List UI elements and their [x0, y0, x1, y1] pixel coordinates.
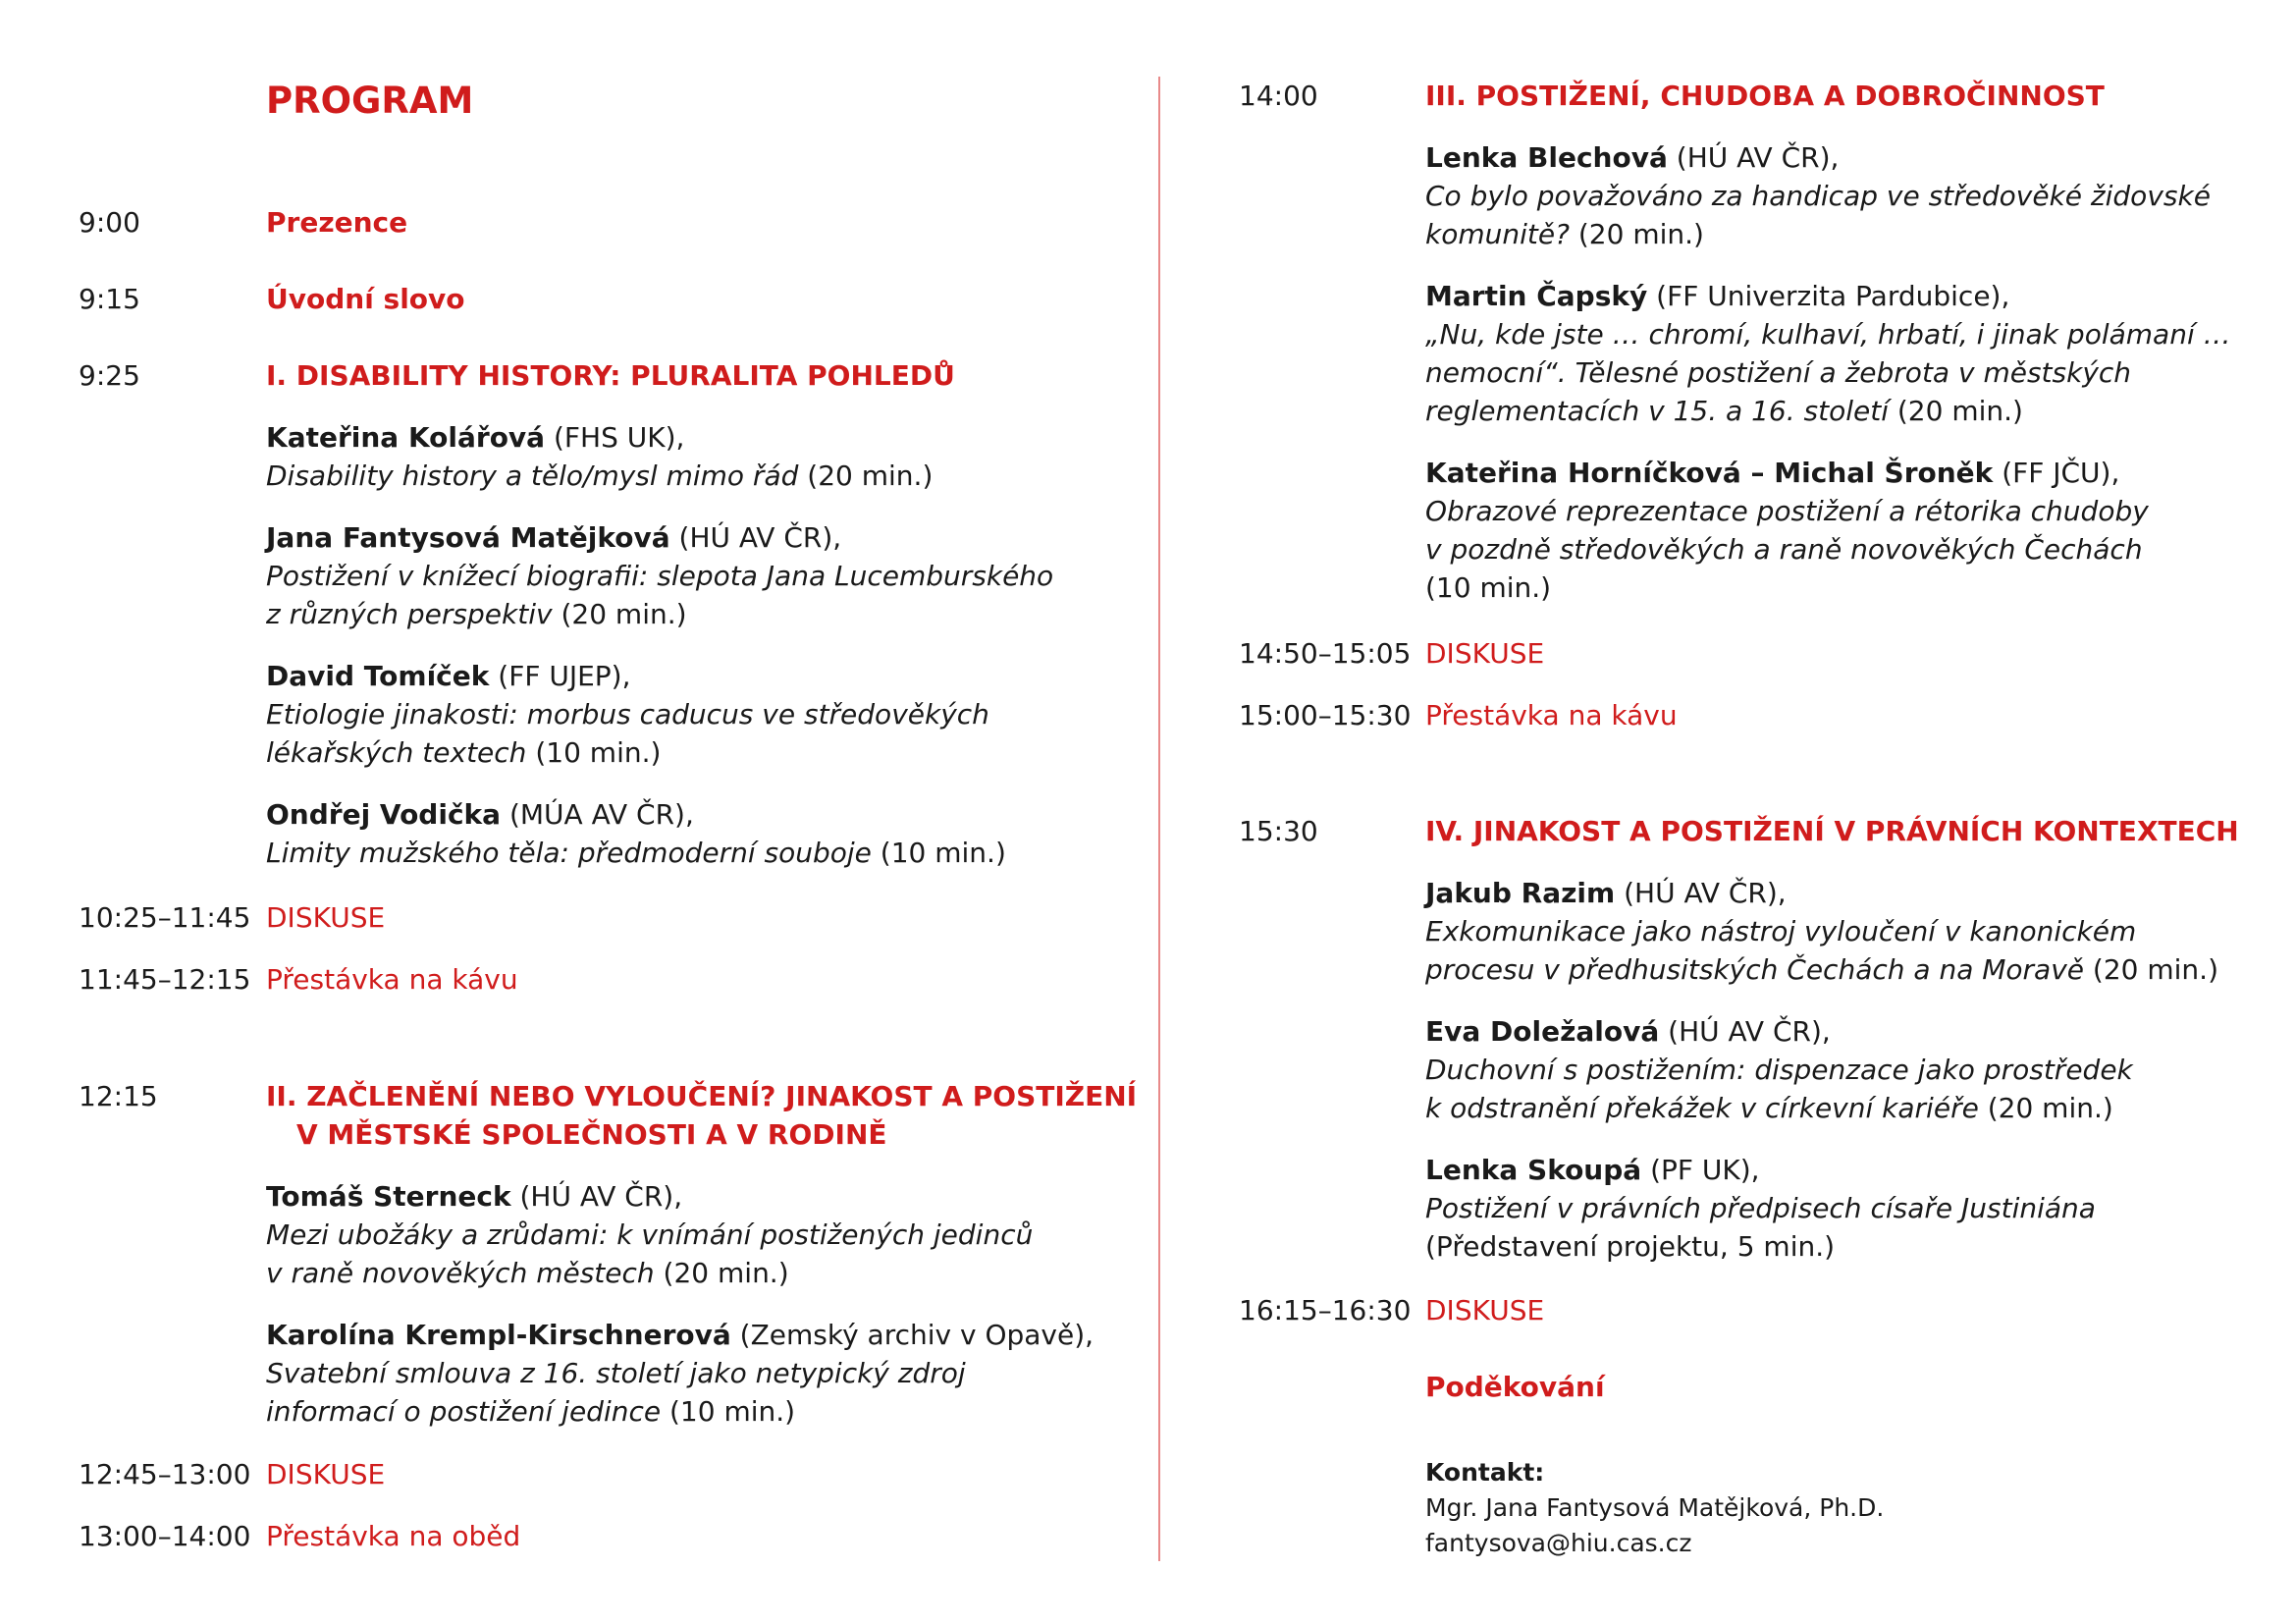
contact-block — [1425, 1455, 1884, 1561]
speaker-name: Jana Fantysová Matějková — [266, 521, 670, 554]
talk-title: Exkomunikace jako nástroj vyloučení v kanonickém — [1425, 915, 2137, 947]
talk-title: Postižení v knížecí biografii: slepota Jana Lucemburského — [266, 560, 1054, 592]
speaker-affiliation: (HÚ AV ČR), — [1667, 141, 1840, 174]
speaker-name: Eva Doležalová — [1425, 1015, 1660, 1048]
talk-3-3 — [1425, 454, 2149, 607]
page-title: PROGRAM — [266, 80, 474, 122]
talk-duration: (20 min.) — [798, 460, 934, 492]
talk-1-2 — [266, 518, 1053, 633]
time-block3: 14:00 — [1239, 80, 1318, 112]
talk-title: Mezi ubožáky a zrůdami: k vnímání postižených jedinců — [266, 1218, 1034, 1251]
talk-duration: (20 min.) — [2084, 953, 2218, 986]
talk-title: komunitě? — [1425, 218, 1570, 250]
speaker-affiliation: (HÚ AV ČR), — [669, 521, 842, 554]
time-discussion-4: 16:15–16:30 — [1239, 1294, 1412, 1326]
speaker-name: Karolína Krempl-Kirschnerová — [266, 1319, 731, 1351]
talk-title: z různých perspektiv — [266, 598, 553, 630]
time-block4: 15:30 — [1239, 815, 1318, 847]
speaker-affiliation: (PF UK), — [1641, 1154, 1760, 1186]
section-heading-2 — [266, 1077, 1137, 1154]
talk-duration: (20 min.) — [1888, 395, 2023, 427]
speaker-affiliation: (HÚ AV ČR), — [1659, 1015, 1831, 1048]
talk-duration: (10 min.) — [871, 837, 1006, 869]
section-heading-2-line1: II. ZAČLENĚNÍ NEBO VYLOUČENÍ? JINAKOST A POSTIŽENÍ — [266, 1080, 1138, 1112]
talk-title: Obrazové reprezentace postižení a rétorika chudoby — [1425, 495, 2149, 527]
speaker-affiliation: (FHS UK), — [545, 421, 685, 454]
talk-title: procesu v předhusitských Čechách a na Moravě — [1425, 953, 2085, 986]
talk-duration: (10 min.) — [526, 736, 662, 769]
label-uvodni-slovo: Úvodní slovo — [266, 283, 465, 315]
talk-3-1 — [1425, 138, 2211, 253]
talk-duration: (Představení projektu, 5 min.) — [1425, 1230, 1836, 1263]
contact-name: Mgr. Jana Fantysová Matějková, Ph.D. — [1425, 1493, 1885, 1522]
talk-title: Duchovní s postižením: dispenzace jako prostředek — [1425, 1054, 2133, 1086]
label-break-1: Přestávka na kávu — [266, 963, 518, 996]
talk-2-1 — [266, 1177, 1033, 1292]
time-discussion-3: 14:50–15:05 — [1239, 637, 1412, 670]
label-discussion-1: DISKUSE — [266, 901, 386, 934]
contact-label: Kontakt: — [1425, 1458, 1545, 1487]
acknowledgements: Poděkování — [1425, 1371, 1605, 1403]
column-divider — [1158, 77, 1160, 1561]
talk-1-4 — [266, 795, 1006, 872]
speaker-affiliation: (HÚ AV ČR), — [510, 1180, 683, 1213]
talk-title: Svatební smlouva z 16. století jako netypický zdroj — [266, 1357, 966, 1389]
talk-title: k odstranění překážek v církevní kariéře — [1425, 1092, 1979, 1124]
time-discussion-1: 10:25–11:45 — [79, 901, 251, 934]
talk-title: Limity mužského těla: předmoderní souboje — [266, 837, 872, 869]
speaker-name: David Tomíček — [266, 660, 490, 692]
section-heading-3: III. POSTIŽENÍ, CHUDOBA A DOBROČINNOST — [1425, 80, 2105, 112]
talk-title: Disability history a tělo/mysl mimo řád — [266, 460, 799, 492]
contact-email[interactable]: fantysova@hiu.cas.cz — [1425, 1529, 1692, 1557]
talk-duration: (10 min.) — [661, 1395, 796, 1428]
speaker-affiliation: (Zemský archiv v Opavě), — [730, 1319, 1095, 1351]
talk-duration: (10 min.) — [1425, 571, 1552, 604]
speaker-affiliation: (FF UJEP), — [489, 660, 631, 692]
speaker-name: Kateřina Horníčková – Michal Šroněk — [1425, 457, 1994, 489]
section-heading-4: IV. JINAKOST A POSTIŽENÍ V PRÁVNÍCH KONTEXTECH — [1425, 815, 2239, 847]
time-lunch: 13:00–14:00 — [79, 1520, 251, 1552]
speaker-name: Lenka Skoupá — [1425, 1154, 1642, 1186]
speaker-name: Martin Čapský — [1425, 280, 1648, 312]
time-discussion-2: 12:45–13:00 — [79, 1458, 251, 1490]
section-heading-2-line2: V MĚSTSKÉ SPOLEČNOSTI A V RODINĚ — [296, 1118, 887, 1151]
label-discussion-2: DISKUSE — [266, 1458, 386, 1490]
talk-title: Etiologie jinakosti: morbus caducus ve středověkých — [266, 698, 989, 731]
talk-duration: (20 min.) — [1569, 218, 1704, 250]
talk-1-1 — [266, 418, 933, 495]
talk-title: nemocní“. Tělesné postižení a žebrota v městských — [1425, 356, 2132, 389]
label-prezence: Prezence — [266, 206, 408, 239]
time-break-3: 15:00–15:30 — [1239, 699, 1412, 731]
talk-duration: (20 min.) — [654, 1257, 789, 1289]
talk-4-1 — [1425, 874, 2218, 989]
talk-4-3 — [1425, 1151, 2096, 1266]
section-heading-1: I. DISABILITY HISTORY: PLURALITA POHLEDŮ — [266, 359, 955, 392]
talk-4-2 — [1425, 1012, 2133, 1127]
speaker-name: Lenka Blechová — [1425, 141, 1668, 174]
talk-title: Co bylo považováno za handicap ve středověké židovské — [1425, 180, 2211, 212]
talk-duration: (20 min.) — [552, 598, 687, 630]
label-discussion-4: DISKUSE — [1425, 1294, 1545, 1326]
label-discussion-3: DISKUSE — [1425, 637, 1545, 670]
label-break-3: Přestávka na kávu — [1425, 699, 1678, 731]
talk-title: Postižení v právních předpisech císaře Justiniána — [1425, 1192, 2096, 1224]
talk-title: „Nu, kde jste … chromí, kulhaví, hrbatí, i jinak polámaní … — [1425, 318, 2231, 351]
time-block1: 9:25 — [79, 359, 140, 392]
speaker-name: Ondřej Vodička — [266, 798, 502, 831]
speaker-affiliation: (HÚ AV ČR), — [1615, 877, 1787, 909]
speaker-name: Tomáš Sterneck — [266, 1180, 511, 1213]
speaker-affiliation: (MÚA AV ČR), — [501, 798, 694, 831]
talk-2-2 — [266, 1316, 1094, 1431]
talk-title: v pozdně středověkých a raně novověkých Čechách — [1425, 533, 2143, 566]
time-block2: 12:15 — [79, 1080, 158, 1112]
speaker-name: Jakub Razim — [1425, 877, 1616, 909]
talk-title: informací o postižení jedince — [266, 1395, 662, 1428]
talk-title: v raně novověkých městech — [266, 1257, 655, 1289]
label-lunch: Přestávka na oběd — [266, 1520, 521, 1552]
time-uvodni-slovo: 9:15 — [79, 283, 140, 315]
time-prezence: 9:00 — [79, 206, 140, 239]
talk-duration: (20 min.) — [1978, 1092, 2113, 1124]
time-break-1: 11:45–12:15 — [79, 963, 251, 996]
talk-title: lékařských textech — [266, 736, 527, 769]
speaker-affiliation: (FF JČU), — [1993, 457, 2120, 489]
talk-1-3 — [266, 657, 989, 772]
speaker-affiliation: (FF Univerzita Pardubice), — [1647, 280, 2010, 312]
talk-title: reglementacích v 15. a 16. století — [1425, 395, 1889, 427]
speaker-name: Kateřina Kolářová — [266, 421, 546, 454]
talk-3-2 — [1425, 277, 2231, 430]
